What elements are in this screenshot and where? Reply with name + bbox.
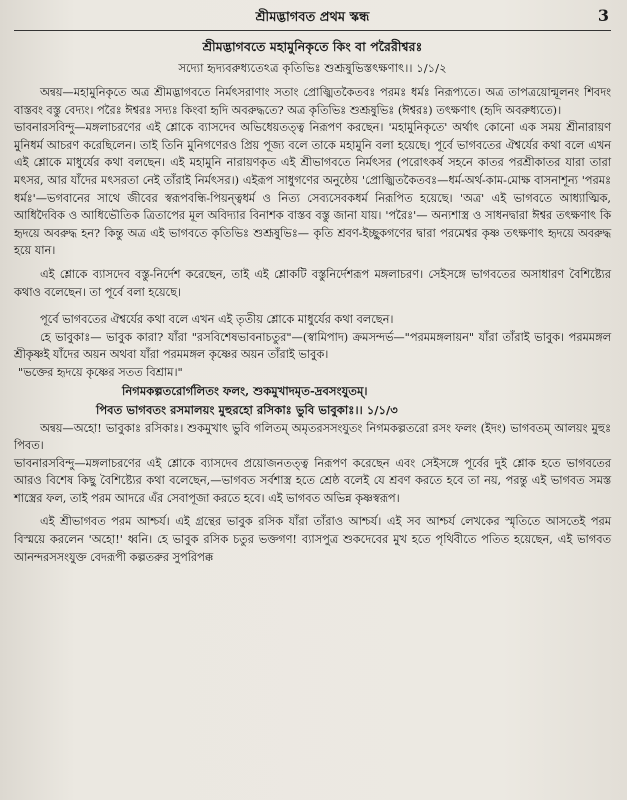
verse-subline: সদ্যো হৃদ্যবরুধ্যতেঽত্র কৃতিভিঃ শুশ্রূষুভিস্তৎক্ষণাৎ।। ১/১/২ <box>178 61 447 75</box>
quote-line: "ভক্তের হৃদয়ে কৃষ্ণের সতত বিশ্রাম।" <box>18 365 183 379</box>
definition-paragraph: হে ভাবুকাঃ— ভাবুক কারা? যাঁরা "রসবিশেষভাবনাচতুর"—(স্বামিপাদ) ক্রমসন্দর্ভ—"পরমমঙ্গলায়ন" যাঁরা তাঁরাই ভাবুক। পরমমঙ্গল শ্রীকৃষ্ণই যাঁদের অয়ন অথবা যাঁরা পরমমঙ্গল কৃষ্ণের অয়ন তাঁরাই ভাবুক। <box>14 330 611 362</box>
page-header <box>14 6 611 31</box>
anvaya-paragraph-2: অন্বয়—অহো! ভাবুকাঃ রসিকাঃ। শুকমুখাৎ ভুবি গলিতম্ অমৃতরসসংযুতং নিগমকল্পতরো রসং ফলং (ইদং) ভাগবতম্ আলয়ং মুহুঃ পিবত। <box>14 421 611 453</box>
anvaya-paragraph: অন্বয়—মহামুনিকৃতে অত্র শ্রীমদ্ভাগবতে নির্মৎসরাণাং সতাং প্রোজ্ঝিতকৈতবঃ পরমঃ ধর্মঃ নিরূপ্যতে। অত্র তাপত্রয়োন্মূলনং শিবদং বাস্তবং বস্তু বেদ্যং। পরৈঃ ঈশ্বরঃ সদ্যঃ কিংবা হৃদি অবরুদ্ধতে? অত্র কৃতিভিঃ শুশ্রূষুভিঃ (ঈশ্বরঃ) তৎক্ষণাৎ (হৃদি অবরুধ্যতে)। <box>14 86 611 117</box>
running-title: শ্রীমদ্ভাগবত প্রথম স্কন্ধ <box>255 10 370 25</box>
verse-line-2: পিবত ভাগবতং রসমালয়ং মুহুরহো রসিকাঃ ভুবি ভাবুকাঃ।। ১/১/৩ <box>96 402 398 417</box>
page-number: 3 <box>597 6 609 25</box>
commentary-paragraph: ভাবনারসবিন্দু—মঙ্গলাচরণের এই শ্লোকে ব্যাসদেব অভিধেয়তত্ত্ব নিরূপণ করছেন। 'মহামুনিকৃতে' অর্থাৎ কোনো এক সময় শ্রীনারায়ণ মুনিধর্ম আচরণ করেছিলেন। তাই তিনি মুনিগণেরও প্রিয় পূজ্য বলে তাকে মহামুনি বলা হয়েছে। পূর্বে ভাগবতের ঐশ্বর্যের কথা বলে এখন এই শ্লোকে মাধুর্যের কথা বলছেন। এই মহামুনি নারায়ণকৃত এই শ্রীভাগবতে নির্মৎসর (পরোৎকর্ষ সহনে কাতর পরশ্রীকাতর যারা তারা মৎসর, আর যাঁদের মৎসরতা নেই তাঁরাই নির্মৎসর।) এইরূপ সাধুগণের অনুষ্ঠেয় 'প্রোজ্ঝিতকৈতবঃ—ধর্ম-অর্থ-কাম-মোক্ষ বাসনাশূন্য 'পরমঃ ধর্মঃ'—ভগবানের সাথে জীবের স্বরূপবন্ধি-পিয়ন্ত্বধর্ম ও নিত্য সেব্যসেবকধর্ম নিরূপিত হয়েছে। 'অত্র' এই ভাগবতে আধ্যাত্মিক, আধিদৈবিক ও আধিভৌতিক ত্রিতাপের মূল অবিদ্যার বিনাশক বাস্তব বস্তু জানা যায়। 'পরৈঃ'— অন্যশাস্ত্র ও সাধনদ্বারা ঈশ্বর তৎক্ষণাৎ কি হৃদয়ে অবরুদ্ধ হন? কিন্তু অত্র এই ভাগবতে কৃতিভিঃ শুশ্রূষুভিঃ— কৃতি শ্রবণ-ইচ্ছুকগণের দ্বারা পরমেশ্বর কৃষ্ণ তৎক্ষণাৎ হৃদয়ে অবরুদ্ধ হয়ে যান। <box>14 121 611 258</box>
closing-paragraph: এই শ্রীভাগবত পরম আশ্চর্য। এই গ্রন্থের ভাবুক রসিক যাঁরা তাঁরাও আশ্চর্য। এই সব আশ্চর্য লেখকের স্মৃতিতে আসতেই পরম বিস্ময়ে করলেন 'অহো!' ধ্বনি। হে ভাবুক রসিক চতুর ভক্তগণ! ব্যাসপুত্র শুকদেবের মুখ হতে পৃথিবীতে পতিত হয়েছেন, এই ভাগবত আনন্দরসসংযুক্ত বেদরূপী কল্পতরুর সুপরিপক্ক <box>14 515 611 564</box>
verse-heading: শ্রীমদ্ভাগবতে মহামুনিকৃতে কিং বা পরৈরীশ্বরঃ <box>202 39 423 54</box>
intro-paragraph: পূর্বে ভাগবতের ঐশ্বর্যের কথা বলে এখন এই তৃতীয় শ্লোকে মাধুর্যের কথা বলছেন। <box>40 313 394 327</box>
commentary-paragraph-2: ভাবনারসবিন্দু—মঙ্গলাচরণের এই শ্লোকে ব্যাসদেব প্রয়োজনতত্ত্ব নিরূপণ করেছেন এবং সেইসঙ্গে পূর্বের দুই শ্লোক হতে ভাগবতের আরও বিশেষ কিছু বৈশিষ্ট্যের কথা বলেছেন,—ভাগবত সর্বশাস্ত্র হতে শ্রেষ্ঠ বলেই যে শ্রবণ করতে হবে তা নয়, পরন্তু এই ভাগবত সমস্ত শাস্ত্রের ফল, তাই পরম আদরে এঁর সেবাপূজা করতে হবে। এই ভাগবত অভিন্ন কৃষ্ণস্বরূপ। <box>14 456 611 505</box>
verse-line-1: নিগমকল্পতরোর্গলিতং ফলং, শুকমুখাদমৃত-দ্রবসংযুতম্। <box>122 383 368 398</box>
note-paragraph: এই শ্লোকে ব্যাসদেব বস্তু-নির্দেশ করেছেন, তাই এই শ্লোকটি বস্তুনির্দেশরূপ মঙ্গলাচরণ। সেইসঙ্গে ভাগবতের অসাধারণ বৈশিষ্ট্যের কথাও বলেছেন। তা পূর্বে বলা হয়েছে। <box>14 267 611 299</box>
